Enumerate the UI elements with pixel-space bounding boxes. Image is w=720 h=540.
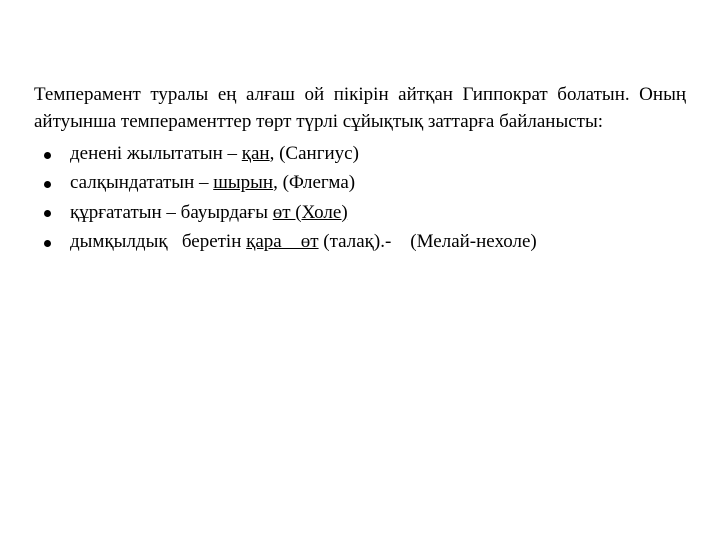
list-item-text-pre: құрғататын – бауырдағы (70, 201, 273, 223)
list-item-text-pre: салқындататын – (70, 172, 214, 194)
bullet-dot-icon (44, 181, 51, 188)
bullet-list (34, 140, 686, 255)
list-item-text-post: (талақ).- (Мелай-нехоле) (318, 231, 537, 253)
bullet-dot-icon (44, 152, 51, 159)
list-item-text-post: , (Сангиус) (269, 142, 359, 164)
list-item (34, 169, 686, 196)
list-item-keyword: қара өт (246, 231, 319, 253)
list-item (34, 199, 686, 226)
list-item-keyword: өт (Холе) (272, 201, 348, 223)
list-item (34, 140, 686, 167)
list-item-text-post: , (Флегма) (273, 172, 356, 194)
list-item-text-pre: дымқылдық беретін (70, 231, 247, 253)
list-item-keyword: қан (241, 142, 270, 164)
list-item (34, 228, 686, 255)
bullet-dot-icon (44, 240, 51, 247)
intro-paragraph: Темперамент туралы ең алғаш ой пікірін айтқан Гиппократ болатын. Оның айтуынша темпераменттер төрт түрлі сұйықтық заттарға байланысты: (34, 84, 686, 132)
list-item-text-pre: денені жылытатын – (70, 142, 242, 164)
list-item-keyword: шырын (213, 172, 274, 194)
bullet-dot-icon (44, 210, 51, 217)
